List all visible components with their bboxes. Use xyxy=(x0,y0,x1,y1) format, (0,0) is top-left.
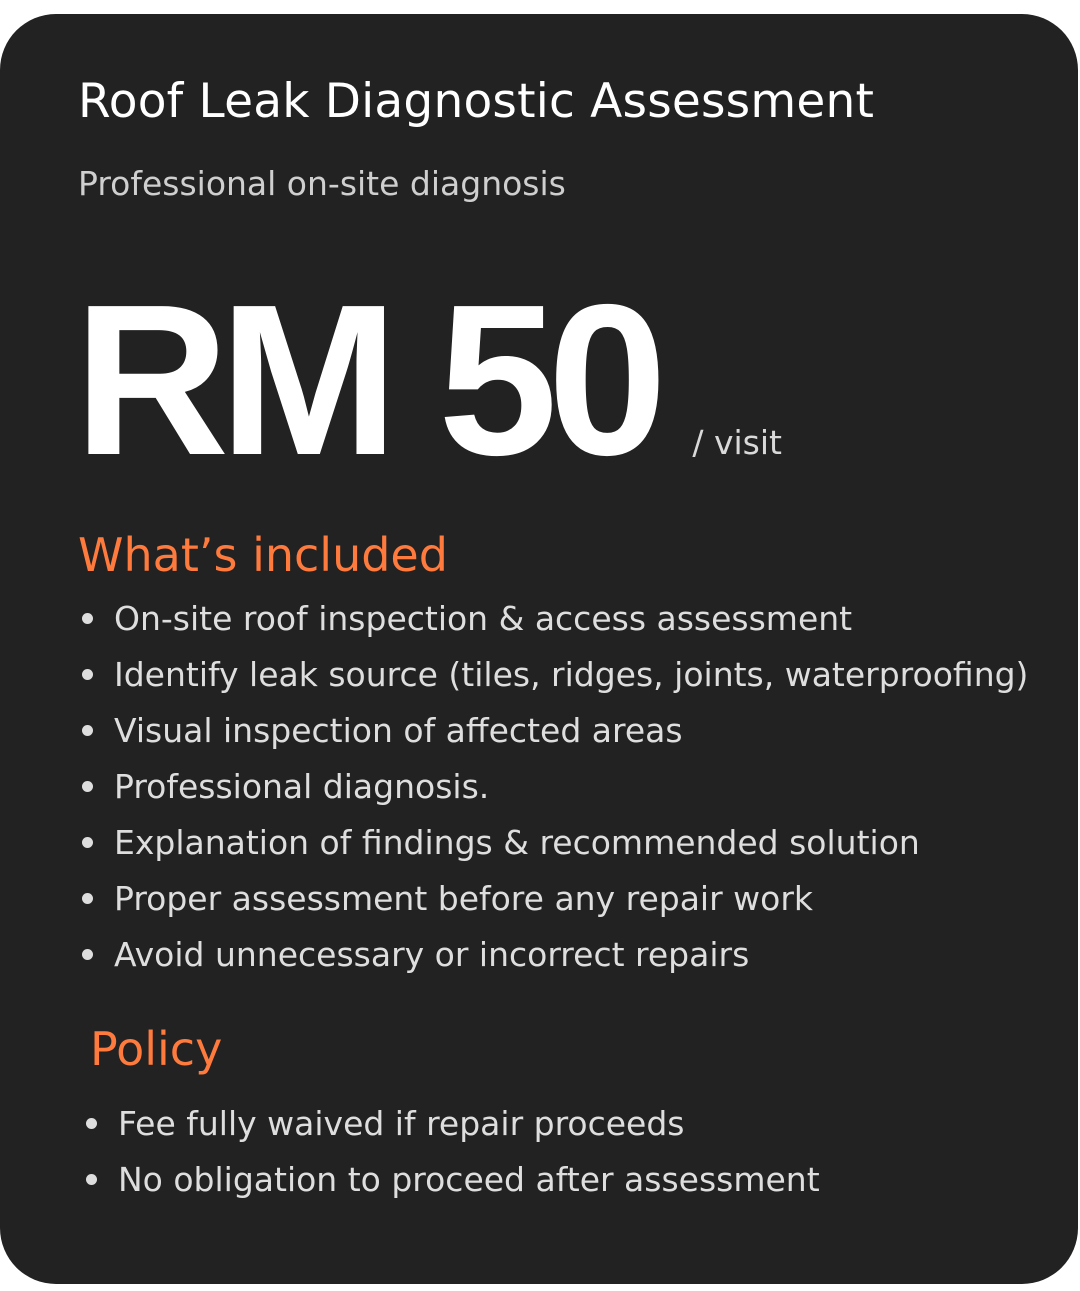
pricing-card xyxy=(0,14,1078,1284)
bullet-icon xyxy=(82,669,93,680)
included-heading: What’s included xyxy=(78,528,448,582)
card-subtitle: Professional on-site diagnosis xyxy=(78,164,566,203)
policy-item-text: No obligation to proceed after assessment xyxy=(118,1159,820,1199)
included-item xyxy=(82,590,1028,646)
included-item-text: Professional diagnosis. xyxy=(114,766,490,806)
included-item-text: Avoid unnecessary or incorrect repairs xyxy=(114,934,750,974)
price-amount: RM 50 xyxy=(74,259,658,500)
included-item xyxy=(82,814,1028,870)
price-row xyxy=(74,259,782,500)
included-item-text: Visual inspection of affected areas xyxy=(114,710,683,750)
included-item-text: Proper assessment before any repair work xyxy=(114,878,813,918)
bullet-icon xyxy=(86,1174,97,1185)
policy-item-text: Fee fully waived if repair proceeds xyxy=(118,1103,685,1143)
policy-item xyxy=(86,1095,820,1151)
price-unit: / visit xyxy=(692,423,782,462)
included-item xyxy=(82,702,1028,758)
included-item-text: Explanation of findings & recommended solution xyxy=(114,822,920,862)
bullet-icon xyxy=(82,949,93,960)
bullet-icon xyxy=(86,1118,97,1129)
included-list xyxy=(82,590,1028,982)
included-item xyxy=(82,926,1028,982)
bullet-icon xyxy=(82,725,93,736)
bullet-icon xyxy=(82,781,93,792)
policy-heading: Policy xyxy=(90,1022,223,1076)
policy-list xyxy=(86,1095,820,1207)
included-item xyxy=(82,646,1028,702)
included-item xyxy=(82,870,1028,926)
bullet-icon xyxy=(82,613,93,624)
bullet-icon xyxy=(82,837,93,848)
card-title: Roof Leak Diagnostic Assessment xyxy=(78,74,875,129)
included-item xyxy=(82,758,1028,814)
bullet-icon xyxy=(82,893,93,904)
included-item-text: Identify leak source (tiles, ridges, joints, waterproofing) xyxy=(114,654,1029,694)
policy-item xyxy=(86,1151,820,1207)
included-item-text: On-site roof inspection & access assessment xyxy=(114,598,853,638)
